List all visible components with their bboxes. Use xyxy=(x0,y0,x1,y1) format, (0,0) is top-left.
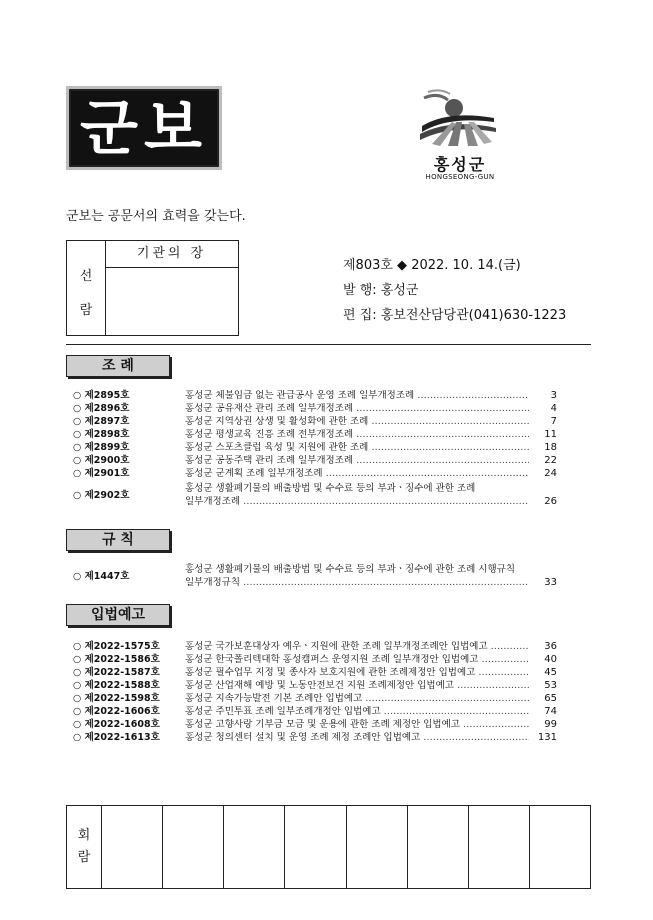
entry-title: 홍성군 생활폐기물의 배출방법 및 수수료 등의 부과ㆍ징수에 관한 조례 시행규칙 xyxy=(185,564,516,575)
masthead-title-box xyxy=(66,86,222,170)
routing-table xyxy=(66,805,591,889)
list-item[interactable] xyxy=(73,680,563,692)
entry-page: 99 xyxy=(544,719,557,730)
circulation-label-top: 선 xyxy=(79,269,93,284)
entry-title: 홍성군 체불임금 없는 관급공사 운영 조례 일부개정조례 ……………………………………………………………………………………………………………………………… xyxy=(185,390,529,402)
logo-name: 홍성군 xyxy=(433,155,487,174)
entry-title: 홍성군 주민투표 조례 일부조례개정안 입법예고 ……………………………………………………………………………………………………………………………… xyxy=(185,706,529,718)
entry-page: 22 xyxy=(544,455,557,466)
list-item[interactable] xyxy=(73,667,563,679)
entry-title: 홍성군 평생교육 진흥 조례 전부개정조례 ……………………………………………………………………………………………………………………………… xyxy=(185,429,529,441)
routing-signature-cell[interactable] xyxy=(468,806,529,889)
entry-page: 53 xyxy=(544,680,557,691)
entry-title: 홍성군 생활폐기물의 배출방법 및 수수료 등의 부과ㆍ징수에 관한 조례 xyxy=(185,483,476,494)
entry-page: 40 xyxy=(544,654,557,665)
entry-number: ○ 제2898호 xyxy=(73,429,130,440)
entry-title: 홍성군 고향사랑 기부금 모금 및 운용에 관한 조례 제정안 입법예고 ……………………………………………………………………………………………………………………………… xyxy=(185,719,529,731)
section-header-ordinance: 조 례 xyxy=(66,355,170,377)
entry-page: 11 xyxy=(544,429,557,440)
entry-page: 3 xyxy=(550,390,557,401)
entry-number: ○ 제2895호 xyxy=(73,390,130,401)
list-item[interactable] xyxy=(73,564,563,590)
entry-title: 홍성군 청의센터 설치 및 운영 조례 제정 조례안 입법예고 ……………………………………………………………………………………………………………………………… xyxy=(185,732,529,744)
list-item[interactable] xyxy=(73,693,563,705)
agency-head-header: 기관의 장 xyxy=(105,241,238,268)
list-item[interactable] xyxy=(73,654,563,666)
entry-title: 홍성군 지역상권 상생 및 활성화에 관한 조례 ……………………………………………………………………………………………………………………………… xyxy=(185,416,529,428)
entry-number: ○ 제2900호 xyxy=(73,455,130,466)
issue-editor: 편 집: 홍보전산담당관(041)630-1223 xyxy=(343,308,567,323)
circulation-box xyxy=(66,240,239,336)
section-header-rules: 규 칙 xyxy=(66,529,170,551)
entry-title: 홍성군 필수업무 지정 및 종사자 보호지원에 관한 조례제정안 입법예고 ……………………………………………………………………………………………………………………………… xyxy=(185,667,529,679)
issue-number: 제803호 ◆ 2022. 10. 14.(금) xyxy=(343,258,521,273)
entry-page: 65 xyxy=(544,693,557,704)
entry-page: 36 xyxy=(544,641,557,652)
routing-label-top: 회 xyxy=(77,828,91,843)
hongseong-logo-icon xyxy=(418,88,498,148)
entry-number: ○ 제2022-1608호 xyxy=(73,719,160,730)
list-item[interactable] xyxy=(73,719,563,731)
entry-title: 홍성군 지속가능발전 기본 조례안 입법예고 ……………………………………………………………………………………………………………………………… xyxy=(185,693,529,705)
list-item[interactable] xyxy=(73,390,563,402)
circulation-label-cell xyxy=(67,241,106,335)
entry-page: 24 xyxy=(544,468,557,479)
routing-signature-cell[interactable] xyxy=(102,806,163,889)
entry-number: ○ 제2022-1606호 xyxy=(73,706,160,717)
entry-page: 33 xyxy=(544,577,557,588)
entry-number: ○ 제2899호 xyxy=(73,442,130,453)
entry-page: 18 xyxy=(544,442,557,453)
routing-label-cell xyxy=(67,806,102,889)
entry-page: 7 xyxy=(550,416,557,427)
list-item[interactable] xyxy=(73,416,563,428)
entry-page: 74 xyxy=(544,706,557,717)
entry-page: 131 xyxy=(537,732,557,743)
publication-title: 군보 xyxy=(80,94,208,164)
entry-title: 홍성군 산업재해 예방 및 노동안전보건 지원 조례제정안 입법예고 ……………………………………………………………………………………………………………………………… xyxy=(185,680,529,692)
entry-title: 홍성군 한국폴리텍대학 홍성캠퍼스 운영지원 조례 일부개정안 입법예고 ……………………………………………………………………………………………………………………………… xyxy=(185,654,529,666)
entry-number: ○ 제1447호 xyxy=(73,571,130,582)
circulation-label-bottom: 람 xyxy=(79,303,93,318)
list-item[interactable] xyxy=(73,641,563,653)
entry-title-continued: 일부개정조례 ……………………………………………………………………………………………………………………………… xyxy=(185,496,529,508)
header-divider xyxy=(66,344,591,345)
logo-subtitle: HONGSEONG-GUN xyxy=(425,173,495,181)
entry-title-continued: 일부개정규칙 ……………………………………………………………………………………………………………………………… xyxy=(185,577,529,589)
entry-number: ○ 제2022-1598호 xyxy=(73,693,160,704)
list-item[interactable] xyxy=(73,455,563,467)
list-item[interactable] xyxy=(73,483,563,509)
routing-signature-cell[interactable] xyxy=(285,806,346,889)
entry-title: 홍성군 국가보훈대상자 예우ㆍ지원에 관한 조례 일부개정조례안 입법예고 ……………………………………………………………………………………………………………………………… xyxy=(185,641,529,653)
issue-publisher: 발 행: 홍성군 xyxy=(343,283,419,298)
entry-title: 홍성군 스포츠클럽 육성 및 지원에 관한 조례 ……………………………………………………………………………………………………………………………… xyxy=(185,442,529,454)
entry-number: ○ 제2022-1588호 xyxy=(73,680,160,691)
routing-signature-cell[interactable] xyxy=(529,806,590,889)
entry-page: 4 xyxy=(550,403,557,414)
section-header-legislative-notice: 입법예고 xyxy=(66,604,170,626)
entry-number: ○ 제2022-1586호 xyxy=(73,654,160,665)
entry-title: 홍성군 군계획 조례 일부개정조례 ……………………………………………………………………………………………………………………………… xyxy=(185,468,529,480)
entry-number: ○ 제2896호 xyxy=(73,403,130,414)
routing-signature-cell[interactable] xyxy=(407,806,468,889)
tagline: 군보는 공문서의 효력을 갖는다. xyxy=(66,209,246,224)
routing-signature-cell[interactable] xyxy=(346,806,407,889)
entry-number: ○ 제2897호 xyxy=(73,416,130,427)
routing-signature-cell[interactable] xyxy=(163,806,224,889)
entry-number: ○ 제2022-1587호 xyxy=(73,667,160,678)
entry-page: 26 xyxy=(544,496,557,507)
entry-number: ○ 제2902호 xyxy=(73,490,130,501)
entry-number: ○ 제2022-1575호 xyxy=(73,641,160,652)
list-item[interactable] xyxy=(73,468,563,480)
list-item[interactable] xyxy=(73,706,563,718)
routing-label-bottom: 람 xyxy=(77,850,91,865)
entry-number: ○ 제2901호 xyxy=(73,468,130,479)
list-item[interactable] xyxy=(73,429,563,441)
list-item[interactable] xyxy=(73,442,563,454)
entry-number: ○ 제2022-1613호 xyxy=(73,732,160,743)
entry-title: 홍성군 공유재산 관리 조례 일부개정조례 ……………………………………………………………………………………………………………………………… xyxy=(185,403,529,415)
entry-title: 홍성군 공동주택 관리 조례 일부개정조례 ……………………………………………………………………………………………………………………………… xyxy=(185,455,529,467)
entry-page: 45 xyxy=(544,667,557,678)
routing-signature-cell[interactable] xyxy=(224,806,285,889)
list-item[interactable] xyxy=(73,732,563,744)
list-item[interactable] xyxy=(73,403,563,415)
